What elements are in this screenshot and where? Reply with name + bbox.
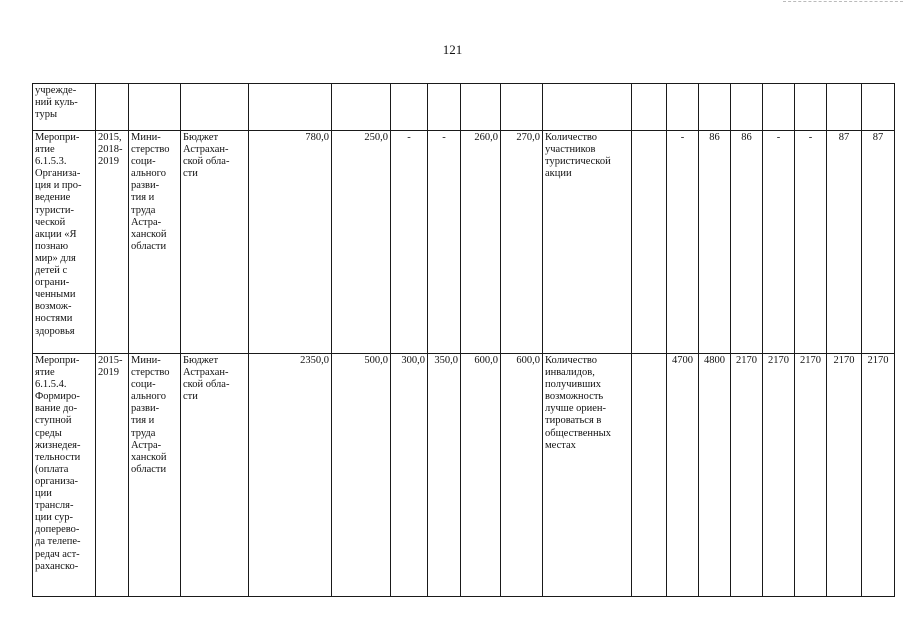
funding-source-cell: Бюджет Астрахан- ской обла- сти bbox=[181, 131, 249, 354]
year-2016-cell: - bbox=[391, 131, 428, 354]
years-cell bbox=[96, 84, 129, 131]
unit-cell bbox=[632, 354, 667, 597]
value-cell bbox=[827, 84, 862, 131]
year-2017-cell: - bbox=[428, 131, 461, 354]
value-cell bbox=[731, 84, 763, 131]
event-name-cell: учрежде- ний куль- туры bbox=[33, 84, 96, 131]
table-row bbox=[33, 131, 895, 354]
year-2017-cell: 350,0 bbox=[428, 354, 461, 597]
value-cell: 2170 bbox=[862, 354, 895, 597]
value-cell: 4700 bbox=[667, 354, 699, 597]
total-cell: 780,0 bbox=[249, 131, 332, 354]
executor-cell bbox=[129, 84, 181, 131]
year-2018-cell bbox=[461, 84, 501, 131]
year-2019-cell: 270,0 bbox=[501, 131, 543, 354]
event-name-cell: Меропри- ятие 6.1.5.4. Формиро- вание до- ступной среды жизнедея- тельности (оплата организа- ции трансля- ции сур- доперево- да телепе- редач аст- раханско- bbox=[33, 354, 96, 597]
year-2019-cell bbox=[501, 84, 543, 131]
value-cell: 2170 bbox=[731, 354, 763, 597]
indicator-cell: Количество участников туристической акции bbox=[543, 131, 632, 354]
page-number: 121 bbox=[442, 42, 463, 57]
year-2018-cell: 600,0 bbox=[461, 354, 501, 597]
executor-cell: Мини- стерство соци- ального разви- тия и труда Астра- ханской области bbox=[129, 131, 181, 354]
value-cell: 2170 bbox=[795, 354, 827, 597]
total-cell: 2350,0 bbox=[249, 354, 332, 597]
value-cell: 87 bbox=[862, 131, 895, 354]
table-row bbox=[33, 84, 895, 131]
years-cell: 2015, 2018- 2019 bbox=[96, 131, 129, 354]
value-cell bbox=[763, 84, 795, 131]
program-table bbox=[32, 83, 895, 597]
year-2015-cell: 500,0 bbox=[332, 354, 391, 597]
total-cell bbox=[249, 84, 332, 131]
value-cell: 87 bbox=[827, 131, 862, 354]
value-cell bbox=[795, 84, 827, 131]
funding-source-cell: Бюджет Астрахан- ской обла- сти bbox=[181, 354, 249, 597]
indicator-cell bbox=[543, 84, 632, 131]
event-name-cell: Меропри- ятие 6.1.5.3. Организа- ция и про- ведение туристи- ческой акции «Я познаю мир» для детей с ограни- ченными возмож- ностями здоровья bbox=[33, 131, 96, 354]
year-2015-cell bbox=[332, 84, 391, 131]
year-2018-cell: 260,0 bbox=[461, 131, 501, 354]
year-2015-cell: 250,0 bbox=[332, 131, 391, 354]
executor-cell: Мини- стерство соци- ального разви- тия и труда Астра- ханской области bbox=[129, 354, 181, 597]
unit-cell bbox=[632, 131, 667, 354]
unit-cell bbox=[632, 84, 667, 131]
value-cell: 4800 bbox=[699, 354, 731, 597]
value-cell bbox=[862, 84, 895, 131]
value-cell: 2170 bbox=[827, 354, 862, 597]
table-row bbox=[33, 354, 895, 597]
value-cell: - bbox=[763, 131, 795, 354]
years-cell: 2015- 2019 bbox=[96, 354, 129, 597]
value-cell: - bbox=[795, 131, 827, 354]
year-2019-cell: 600,0 bbox=[501, 354, 543, 597]
funding-source-cell bbox=[181, 84, 249, 131]
year-2016-cell: 300,0 bbox=[391, 354, 428, 597]
value-cell bbox=[667, 84, 699, 131]
scan-artifact-line bbox=[783, 1, 903, 2]
year-2016-cell bbox=[391, 84, 428, 131]
indicator-cell: Количество инвалидов, получивших возможность лучше ориен- тироваться в общественных местах bbox=[543, 354, 632, 597]
value-cell bbox=[699, 84, 731, 131]
value-cell: 86 bbox=[699, 131, 731, 354]
year-2017-cell bbox=[428, 84, 461, 131]
value-cell: 86 bbox=[731, 131, 763, 354]
value-cell: - bbox=[667, 131, 699, 354]
value-cell: 2170 bbox=[763, 354, 795, 597]
